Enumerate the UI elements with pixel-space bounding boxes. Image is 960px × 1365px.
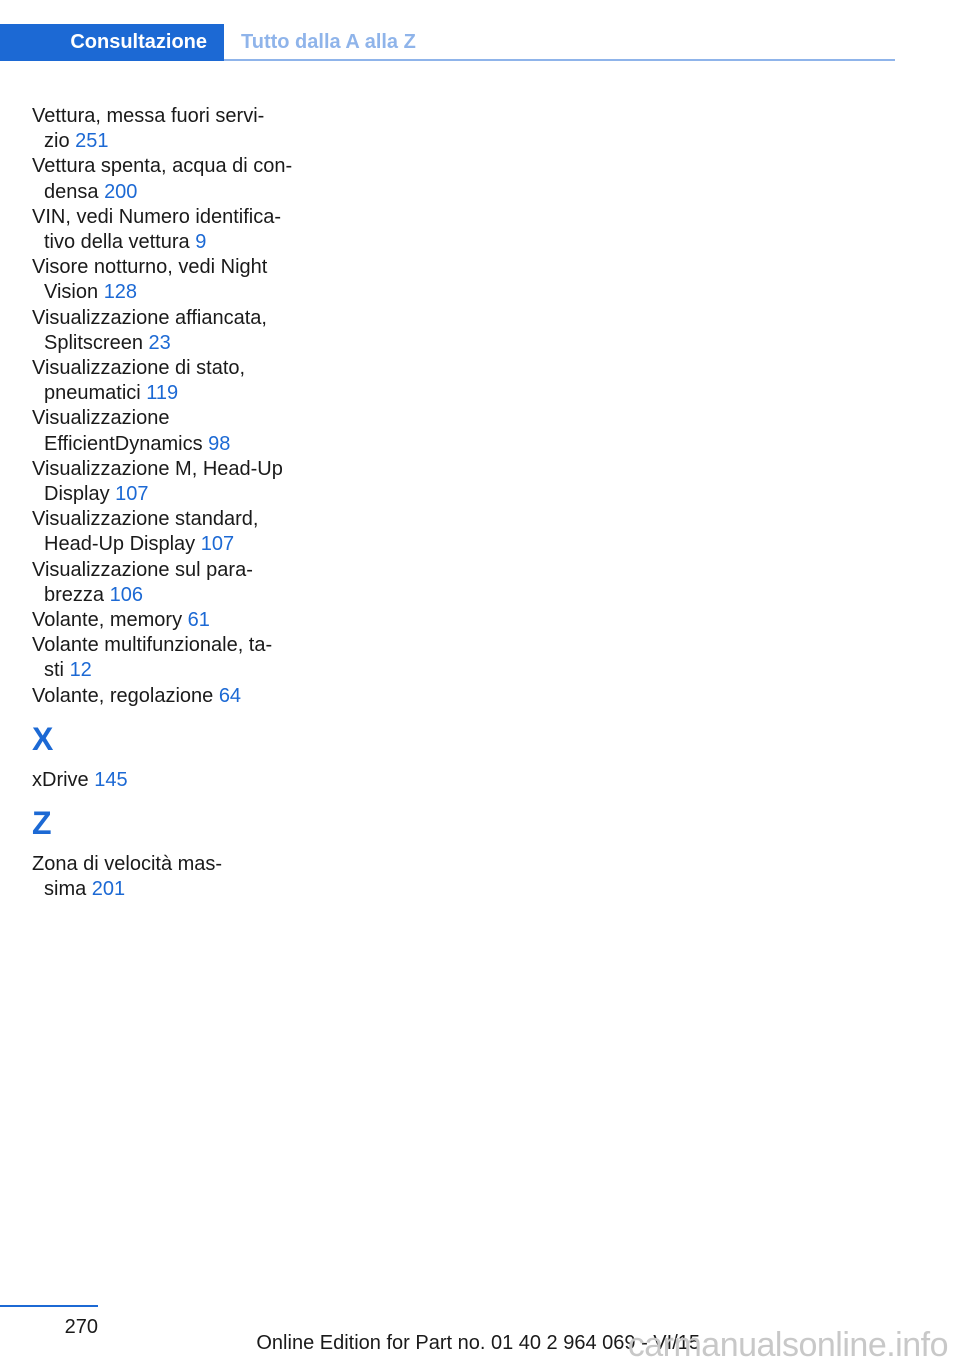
edition-note: Online Edition for Part no. 01 40 2 964 069 - VI/15: [256, 1332, 700, 1354]
page-link[interactable]: 128: [103, 281, 138, 304]
entry-line: xDrive: [32, 768, 89, 791]
entry-line: sima: [44, 878, 87, 901]
entry-line: Visualizzazione: [32, 407, 170, 430]
page-link[interactable]: 201: [91, 878, 126, 901]
page-link[interactable]: 251: [75, 130, 109, 153]
page-number: 270: [64, 1316, 98, 1338]
index-entry: [32, 852, 332, 902]
index-entry: [32, 507, 332, 557]
index-column: [32, 104, 332, 902]
index-entry: [32, 457, 332, 507]
index-entry: [32, 255, 332, 305]
page-link[interactable]: 106: [109, 583, 143, 606]
entry-line: Visualizzazione M, Head-Up: [32, 457, 283, 480]
index-entry: [32, 356, 332, 406]
header-subsection-tab: Tutto dalla A alla Z: [241, 31, 416, 53]
page-link[interactable]: 145: [94, 768, 128, 791]
entry-line: Volante, regolazione: [32, 684, 214, 707]
entry-line: Vision: [44, 281, 99, 304]
index-group-z: [32, 852, 332, 902]
page-link[interactable]: 119: [146, 382, 179, 405]
entry-line: EfficientDynamics: [44, 432, 203, 455]
entry-line: Head-Up Display: [44, 533, 196, 556]
index-entry: [32, 684, 332, 709]
entry-line: densa: [44, 180, 99, 203]
page-link[interactable]: 23: [148, 331, 171, 354]
header-section-tab: Consultazione: [0, 24, 224, 61]
page-link[interactable]: 200: [104, 180, 138, 203]
entry-line: Volante multifunzionale, ta-: [32, 634, 273, 657]
index-entry: [32, 154, 332, 204]
page-link[interactable]: 61: [187, 609, 210, 632]
entry-line: zio: [44, 130, 70, 153]
entry-line: tivo della vettura: [44, 231, 190, 254]
page-link[interactable]: 98: [208, 432, 231, 455]
page-link[interactable]: 107: [115, 483, 149, 506]
section-letter-z: Z: [32, 805, 52, 842]
index-entry: [32, 104, 332, 154]
header-rule: [224, 59, 895, 61]
entry-line: Visualizzazione di stato,: [32, 357, 246, 380]
page-link[interactable]: 64: [218, 684, 242, 707]
section-letter-x: X: [32, 720, 54, 757]
entry-line: Visore notturno, vedi Night: [32, 256, 268, 279]
entry-line: sti: [44, 659, 64, 682]
index-group-v: [32, 104, 332, 709]
entry-line: Visualizzazione sul para-: [32, 558, 253, 581]
entry-line: Vettura, messa fuori servi-: [32, 105, 265, 127]
entry-line: Vettura spenta, acqua di con-: [32, 155, 293, 178]
index-entry: [32, 306, 332, 356]
entry-line: VIN, vedi Numero identifica-: [32, 205, 281, 228]
index-entry: [32, 205, 332, 255]
page-link[interactable]: 12: [69, 659, 92, 682]
entry-line: Zona di velocità mas-: [32, 853, 223, 876]
watermark: carmanualsonline.info: [627, 1326, 948, 1364]
entry-line: Splitscreen: [44, 331, 143, 354]
index-entry: [32, 633, 332, 683]
entry-line: pneumatici: [44, 382, 141, 405]
index-entry: [32, 768, 332, 793]
index-entry: [32, 558, 332, 608]
page-link[interactable]: 107: [200, 533, 235, 556]
index-group-x: [32, 768, 332, 793]
index-entry: [32, 406, 332, 456]
entry-line: Volante, memory: [32, 609, 183, 632]
page-link[interactable]: 9: [195, 231, 207, 254]
entry-line: Visualizzazione standard,: [32, 508, 259, 531]
index-entry: [32, 608, 332, 633]
entry-line: brezza: [44, 583, 105, 606]
footer-rule: [0, 1305, 98, 1307]
page-header: [0, 24, 895, 62]
entry-line: Visualizzazione affiancata,: [32, 306, 267, 329]
entry-line: Display: [44, 483, 110, 506]
